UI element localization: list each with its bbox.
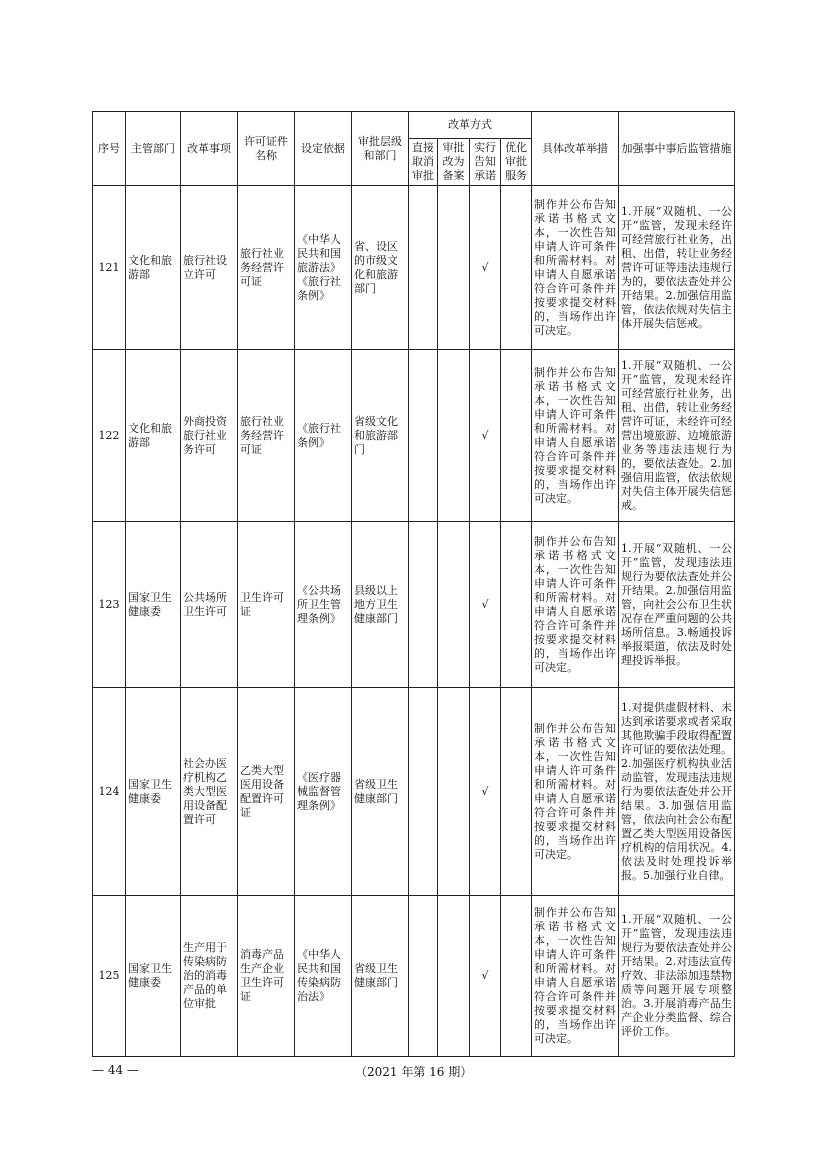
row-mode-cancel xyxy=(409,522,438,688)
row-mode-notify: √ xyxy=(470,896,501,1057)
row-mode-cancel xyxy=(409,688,438,896)
row-basis: 《中华人民共和国旅游法》《旅行社条例》 xyxy=(295,186,352,350)
row-measures: 制作并公布告知承诺书格式文本，一次性告知申请人许可条件和所需材料。对申请人自愿承诺符合许可条件并按要求提交材料的，当场作出许可决定。 xyxy=(532,186,619,350)
header-mode-cancel: 直接取消审批 xyxy=(409,139,438,186)
reform-table xyxy=(92,111,735,1057)
row-level: 省级文化和旅游部门 xyxy=(352,350,409,522)
row-dept: 国家卫生健康委 xyxy=(126,896,181,1057)
row-basis: 《公共场所卫生管理条例》 xyxy=(295,522,352,688)
row-basis: 《中华人民共和国传染病防治法》 xyxy=(295,896,352,1057)
header-basis: 设定依据 xyxy=(295,112,352,186)
row-mode-optimize xyxy=(501,522,532,688)
header-reform-mode: 改革方式 xyxy=(409,112,532,139)
row-dept: 国家卫生健康委 xyxy=(126,688,181,896)
table-row xyxy=(93,688,735,896)
row-level: 省、设区的市级文化和旅游部门 xyxy=(352,186,409,350)
row-mode-filing xyxy=(438,688,470,896)
row-measures: 制作并公布告知承诺书格式文本，一次性告知申请人许可条件和所需材料。对申请人自愿承诺符合许可条件并按要求提交材料的，当场作出许可决定。 xyxy=(532,522,619,688)
row-item: 外商投资旅行社业务许可 xyxy=(181,350,238,522)
row-dept: 国家卫生健康委 xyxy=(126,522,181,688)
table-row xyxy=(93,896,735,1057)
row-supervision: 1.开展“双随机、一公开”监管，发现未经许可经营旅行社业务，出租、出借，转让业务经营许可证，未经许可经营出境旅游、边境旅游业务等违法违规行为的，要依法查处。2.加强信用监管，依法依规对失信主体开展失信惩戒。 xyxy=(619,350,735,522)
header-mode-filing: 审批改为备案 xyxy=(438,139,470,186)
row-mode-filing xyxy=(438,350,470,522)
row-measures: 制作并公布告知承诺书格式文本，一次性告知申请人许可条件和所需材料。对申请人自愿承诺符合许可条件并按要求提交材料的，当场作出许可决定。 xyxy=(532,350,619,522)
row-mode-notify: √ xyxy=(470,350,501,522)
row-supervision: 1.开展“双随机、一公开”监管，发现违法违规行为要依法查处并公开结果。2.对违法宣传疗效、非法添加违禁物质等问题开展专项整治。3.开展消毒产品生产企业分类监督、综合评价工作。 xyxy=(619,896,735,1057)
header-level: 审批层级和部门 xyxy=(352,112,409,186)
row-seq: 123 xyxy=(93,522,126,688)
row-dept: 文化和旅游部 xyxy=(126,350,181,522)
issue-label: （2021 年第 16 期） xyxy=(355,1065,473,1079)
header-measures: 具体改革举措 xyxy=(532,112,619,186)
row-seq: 121 xyxy=(93,186,126,350)
row-mode-optimize xyxy=(501,688,532,896)
row-level: 省级卫生健康部门 xyxy=(352,688,409,896)
row-item: 社会办医疗机构乙类大型医用设备配置许可 xyxy=(181,688,238,896)
row-measures: 制作并公布告知承诺书格式文本，一次性告知申请人许可条件和所需材料。对申请人自愿承诺符合许可条件并按要求提交材料的，当场作出许可决定。 xyxy=(532,896,619,1057)
row-dept: 文化和旅游部 xyxy=(126,186,181,350)
row-item: 旅行社设立许可 xyxy=(181,186,238,350)
row-cert: 旅行社业务经营许可证 xyxy=(238,350,295,522)
row-cert: 卫生许可证 xyxy=(238,522,295,688)
row-mode-notify: √ xyxy=(470,688,501,896)
table-row xyxy=(93,350,735,522)
row-mode-cancel xyxy=(409,896,438,1057)
header-row-1 xyxy=(93,112,735,139)
row-mode-optimize xyxy=(501,186,532,350)
row-measures: 制作并公布告知承诺书格式文本，一次性告知申请人许可条件和所需材料。对申请人自愿承诺符合许可条件并按要求提交材料的，当场作出许可决定。 xyxy=(532,688,619,896)
row-cert: 旅行社业务经营许可证 xyxy=(238,186,295,350)
row-item: 生产用于传染病防治的消毒产品的单位审批 xyxy=(181,896,238,1057)
row-mode-optimize xyxy=(501,896,532,1057)
header-cert: 许可证件名称 xyxy=(238,112,295,186)
row-seq: 125 xyxy=(93,896,126,1057)
table-row xyxy=(93,186,735,350)
row-level: 县级以上地方卫生健康部门 xyxy=(352,522,409,688)
row-supervision: 1.对提供虚假材料、未达到承诺要求或者采取其他欺骗手段取得配置许可证的要依法处理。2.加强医疗机构执业活动监管，发现违法违规行为要依法查处并公开结果。3.加强信用监管，依法向社会公布配置乙类大型医用设备医疗机构的信用状况。4.依法及时处理投诉举报。5.加强行业自律。 xyxy=(619,688,735,896)
row-item: 公共场所卫生许可 xyxy=(181,522,238,688)
header-item: 改革事项 xyxy=(181,112,238,186)
table-row xyxy=(93,522,735,688)
row-seq: 124 xyxy=(93,688,126,896)
row-basis: 《医疗器械监督管理条例》 xyxy=(295,688,352,896)
header-dept: 主管部门 xyxy=(126,112,181,186)
header-mode-optimize: 优化审批服务 xyxy=(501,139,532,186)
row-mode-cancel xyxy=(409,350,438,522)
row-seq: 122 xyxy=(93,350,126,522)
row-basis: 《旅行社条例》 xyxy=(295,350,352,522)
row-cert: 消毒产品生产企业卫生许可证 xyxy=(238,896,295,1057)
row-mode-cancel xyxy=(409,186,438,350)
page-number: — 44 — xyxy=(92,1063,139,1077)
header-mode-notify: 实行告知承诺 xyxy=(470,139,501,186)
row-mode-notify: √ xyxy=(470,522,501,688)
row-mode-filing xyxy=(438,896,470,1057)
row-cert: 乙类大型医用设备配置许可证 xyxy=(238,688,295,896)
row-supervision: 1.开展“双随机、一公开”监管，发现违法违规行为要依法查处并公开结果。2.加强信用监管，向社会公布卫生状况存在严重问题的公共场所信息。3.畅通投诉举报渠道，依法及时处理投诉举报。 xyxy=(619,522,735,688)
row-mode-filing xyxy=(438,186,470,350)
header-supervision: 加强事中事后监管措施 xyxy=(619,112,735,186)
row-mode-notify: √ xyxy=(470,186,501,350)
row-mode-optimize xyxy=(501,350,532,522)
row-level: 省级卫生健康部门 xyxy=(352,896,409,1057)
header-seq: 序号 xyxy=(93,112,126,186)
row-supervision: 1.开展“双随机、一公开”监管，发现未经许可经营旅行社业务，出租、出借，转让业务经营许可证等违法违规行为的，要依法查处并公开结果。2.加强信用监管，依法依规对失信主体开展失信惩戒。 xyxy=(619,186,735,350)
row-mode-filing xyxy=(438,522,470,688)
